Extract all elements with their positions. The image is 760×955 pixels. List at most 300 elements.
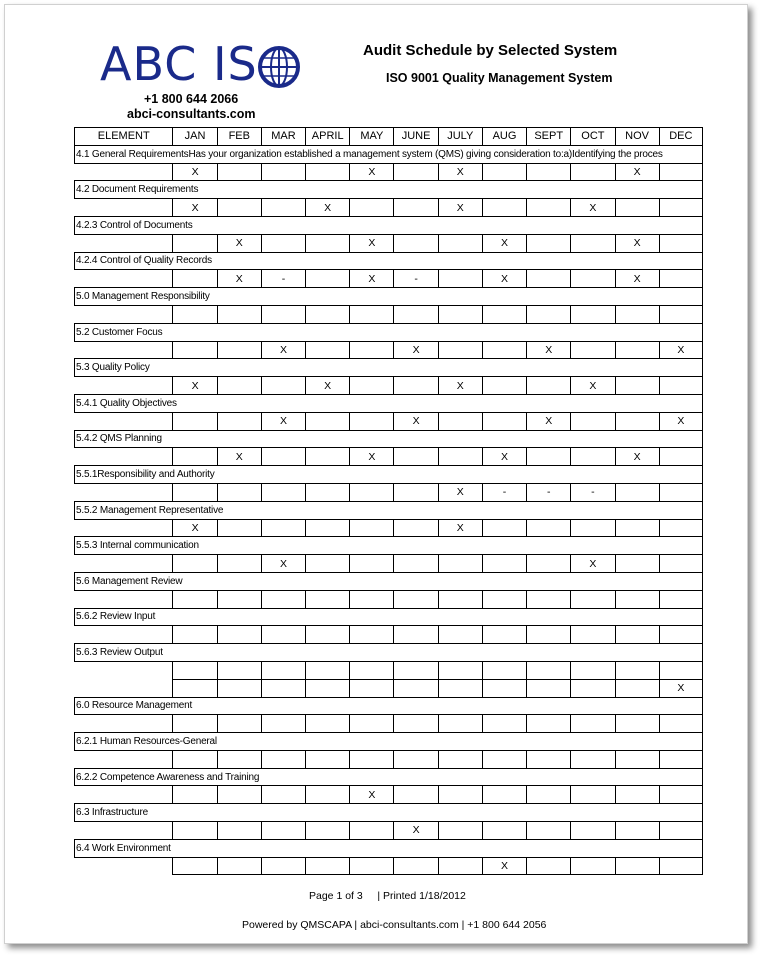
schedule-cell	[394, 163, 438, 181]
schedule-cell	[173, 483, 217, 501]
schedule-cell: X	[482, 270, 526, 288]
section-title: 5.5.2 Management Representative	[75, 501, 703, 519]
element-blank-cell	[75, 822, 173, 840]
schedule-cell	[527, 555, 571, 573]
schedule-cell: X	[571, 555, 615, 573]
schedule-cell	[659, 750, 702, 768]
schedule-cell: -	[571, 483, 615, 501]
schedule-cell	[173, 822, 217, 840]
schedule-cell	[394, 590, 438, 608]
element-blank-cell	[75, 412, 173, 430]
schedule-cell	[571, 786, 615, 804]
schedule-cell: X	[438, 519, 482, 537]
schedule-cell: X	[615, 448, 659, 466]
column-header-element: ELEMENT	[75, 128, 173, 146]
schedule-cell	[173, 715, 217, 733]
section-title-row	[75, 394, 703, 412]
schedule-cell	[482, 199, 526, 217]
section-title-row	[75, 537, 703, 555]
schedule-cell	[217, 626, 261, 644]
schedule-cell	[482, 555, 526, 573]
section-title-row	[75, 501, 703, 519]
element-blank-cell	[75, 377, 173, 395]
schedule-cell	[571, 341, 615, 359]
schedule-cell	[571, 270, 615, 288]
schedule-cell: X	[350, 448, 394, 466]
schedule-cell	[571, 661, 615, 679]
schedule-cell	[350, 626, 394, 644]
schedule-cell	[659, 822, 702, 840]
section-title-row	[75, 216, 703, 234]
section-title: 5.3 Quality Policy	[75, 359, 703, 377]
table-row	[75, 270, 703, 288]
schedule-cell	[306, 750, 350, 768]
table-row	[75, 199, 703, 217]
schedule-cell	[438, 305, 482, 323]
schedule-cell: X	[438, 163, 482, 181]
schedule-cell	[527, 590, 571, 608]
schedule-cell	[217, 199, 261, 217]
schedule-cell: X	[217, 270, 261, 288]
schedule-cell	[217, 857, 261, 875]
schedule-cell	[306, 590, 350, 608]
schedule-cell	[615, 341, 659, 359]
schedule-cell	[527, 626, 571, 644]
section-title-row	[75, 466, 703, 484]
element-blank-cell	[75, 786, 173, 804]
schedule-cell: X	[173, 163, 217, 181]
column-header-april: APRIL	[306, 128, 350, 146]
company-logo	[100, 37, 258, 91]
schedule-cell	[217, 341, 261, 359]
schedule-cell	[173, 555, 217, 573]
element-blank-cell	[75, 305, 173, 323]
schedule-cell: X	[261, 341, 305, 359]
schedule-cell	[571, 448, 615, 466]
column-header-aug: AUG	[482, 128, 526, 146]
schedule-cell	[217, 305, 261, 323]
schedule-cell	[261, 626, 305, 644]
schedule-cell	[394, 786, 438, 804]
schedule-cell	[306, 857, 350, 875]
schedule-cell	[659, 234, 702, 252]
schedule-cell	[482, 750, 526, 768]
schedule-cell	[659, 857, 702, 875]
section-title: 5.6.3 Review Output	[75, 644, 703, 662]
section-title-row	[75, 839, 703, 857]
schedule-cell	[659, 786, 702, 804]
schedule-cell	[394, 377, 438, 395]
section-title-row	[75, 644, 703, 662]
schedule-cell	[306, 483, 350, 501]
schedule-cell	[261, 519, 305, 537]
schedule-cell: -	[482, 483, 526, 501]
schedule-cell	[615, 661, 659, 679]
schedule-cell	[615, 199, 659, 217]
schedule-cell: -	[261, 270, 305, 288]
schedule-cell	[482, 377, 526, 395]
schedule-cell	[438, 679, 482, 697]
schedule-cell	[659, 626, 702, 644]
schedule-cell	[615, 679, 659, 697]
column-header-jan: JAN	[173, 128, 217, 146]
schedule-cell	[527, 857, 571, 875]
section-title-row	[75, 572, 703, 590]
schedule-cell	[527, 715, 571, 733]
column-header-feb: FEB	[217, 128, 261, 146]
schedule-cell	[261, 163, 305, 181]
schedule-cell	[261, 679, 305, 697]
schedule-cell: X	[482, 857, 526, 875]
schedule-cell	[394, 715, 438, 733]
element-blank-cell	[75, 715, 173, 733]
schedule-cell	[217, 786, 261, 804]
schedule-cell	[350, 679, 394, 697]
section-title-row	[75, 733, 703, 751]
schedule-cell	[615, 305, 659, 323]
schedule-cell	[659, 590, 702, 608]
column-header-oct: OCT	[571, 128, 615, 146]
schedule-cell	[571, 857, 615, 875]
section-title: 5.6.2 Review Input	[75, 608, 703, 626]
table-row	[75, 483, 703, 501]
schedule-cell	[527, 822, 571, 840]
section-title: 4.1 General RequirementsHas your organization established a management system (QMS) giving consideration to:a)Identifying the proces	[75, 145, 703, 163]
schedule-cell: X	[306, 199, 350, 217]
schedule-cell	[350, 519, 394, 537]
schedule-cell	[659, 555, 702, 573]
schedule-cell	[615, 519, 659, 537]
schedule-cell	[306, 679, 350, 697]
schedule-cell	[394, 750, 438, 768]
schedule-cell	[659, 519, 702, 537]
schedule-cell	[261, 199, 305, 217]
element-blank-cell	[75, 448, 173, 466]
schedule-cell	[571, 679, 615, 697]
schedule-cell: X	[438, 483, 482, 501]
schedule-cell: X	[261, 555, 305, 573]
powered-by-line: Powered by QMSCAPA | abci-consultants.com | +1 800 644 2056	[242, 919, 547, 931]
schedule-cell	[173, 750, 217, 768]
schedule-cell	[306, 715, 350, 733]
schedule-cell	[571, 715, 615, 733]
schedule-cell	[261, 234, 305, 252]
schedule-cell	[615, 715, 659, 733]
schedule-cell: X	[571, 377, 615, 395]
schedule-cell	[350, 857, 394, 875]
schedule-cell	[615, 857, 659, 875]
schedule-cell: X	[659, 341, 702, 359]
schedule-cell: X	[217, 234, 261, 252]
schedule-cell	[527, 661, 571, 679]
page-subtitle: ISO 9001 Quality Management System	[386, 71, 613, 85]
schedule-cell	[438, 341, 482, 359]
schedule-cell	[261, 661, 305, 679]
schedule-cell	[482, 626, 526, 644]
schedule-cell	[306, 412, 350, 430]
page-title: Audit Schedule by Selected System	[363, 42, 618, 59]
logo-text: ABC IS	[100, 37, 258, 91]
section-title-row	[75, 608, 703, 626]
element-blank-cell	[75, 483, 173, 501]
schedule-cell: X	[173, 519, 217, 537]
column-header-dec: DEC	[659, 128, 702, 146]
company-phone: +1 800 644 2066	[144, 92, 239, 106]
schedule-cell	[571, 626, 615, 644]
schedule-cell	[173, 590, 217, 608]
column-header-sept: SEPT	[527, 128, 571, 146]
schedule-cell	[261, 590, 305, 608]
schedule-cell	[482, 341, 526, 359]
schedule-cell	[438, 234, 482, 252]
section-title: 6.0 Resource Management	[75, 697, 703, 715]
schedule-cell: X	[261, 412, 305, 430]
section-title-row	[75, 288, 703, 306]
schedule-cell	[659, 270, 702, 288]
audit-schedule-table	[74, 127, 703, 875]
schedule-cell	[173, 857, 217, 875]
section-title: 4.2 Document Requirements	[75, 181, 703, 199]
table-row	[75, 519, 703, 537]
schedule-cell: X	[438, 377, 482, 395]
schedule-cell	[615, 750, 659, 768]
schedule-cell	[394, 519, 438, 537]
schedule-cell	[659, 305, 702, 323]
schedule-cell: -	[394, 270, 438, 288]
schedule-cell	[173, 234, 217, 252]
table-row	[75, 377, 703, 395]
section-title: 5.0 Management Responsibility	[75, 288, 703, 306]
schedule-cell	[527, 305, 571, 323]
schedule-cell	[261, 377, 305, 395]
table-header-row	[75, 128, 703, 146]
schedule-cell	[306, 519, 350, 537]
schedule-cell	[527, 199, 571, 217]
schedule-cell	[350, 555, 394, 573]
schedule-cell: X	[350, 270, 394, 288]
section-title: 5.2 Customer Focus	[75, 323, 703, 341]
schedule-cell	[527, 448, 571, 466]
schedule-cell	[217, 519, 261, 537]
section-title-row	[75, 697, 703, 715]
schedule-cell	[394, 679, 438, 697]
schedule-cell	[306, 163, 350, 181]
schedule-cell	[615, 377, 659, 395]
schedule-cell	[438, 626, 482, 644]
table-row	[75, 750, 703, 768]
schedule-cell	[217, 377, 261, 395]
schedule-cell	[261, 305, 305, 323]
schedule-cell	[659, 448, 702, 466]
table-row	[75, 305, 703, 323]
element-blank-cell	[75, 590, 173, 608]
schedule-cell	[438, 448, 482, 466]
table-row	[75, 822, 703, 840]
schedule-cell	[527, 234, 571, 252]
schedule-cell	[527, 377, 571, 395]
schedule-cell	[482, 822, 526, 840]
schedule-cell	[615, 555, 659, 573]
schedule-cell: X	[615, 234, 659, 252]
schedule-cell: X	[173, 199, 217, 217]
section-title: 5.4.2 QMS Planning	[75, 430, 703, 448]
schedule-cell	[571, 822, 615, 840]
schedule-cell	[217, 715, 261, 733]
element-blank-cell	[75, 341, 173, 359]
schedule-cell	[659, 483, 702, 501]
schedule-cell	[306, 626, 350, 644]
schedule-cell	[306, 661, 350, 679]
schedule-cell	[482, 163, 526, 181]
schedule-cell	[527, 163, 571, 181]
schedule-cell	[261, 448, 305, 466]
schedule-cell	[394, 199, 438, 217]
schedule-cell: X	[659, 412, 702, 430]
schedule-cell	[306, 305, 350, 323]
section-title: 4.2.4 Control of Quality Records	[75, 252, 703, 270]
schedule-cell	[350, 341, 394, 359]
schedule-cell	[350, 377, 394, 395]
schedule-cell	[217, 750, 261, 768]
section-title: 6.4 Work Environment	[75, 839, 703, 857]
schedule-cell	[350, 661, 394, 679]
schedule-cell	[350, 750, 394, 768]
schedule-cell	[217, 163, 261, 181]
section-title: 6.2.2 Competence Awareness and Training	[75, 768, 703, 786]
schedule-cell	[527, 679, 571, 697]
schedule-cell	[571, 412, 615, 430]
element-blank-cell	[75, 857, 173, 875]
schedule-cell	[482, 715, 526, 733]
schedule-cell	[482, 519, 526, 537]
schedule-cell	[306, 822, 350, 840]
section-title: 6.2.1 Human Resources-General	[75, 733, 703, 751]
schedule-cell	[659, 199, 702, 217]
schedule-cell	[173, 305, 217, 323]
schedule-cell	[394, 626, 438, 644]
schedule-cell	[615, 786, 659, 804]
page-number: Page 1 of 3	[309, 890, 363, 902]
table-row	[75, 448, 703, 466]
schedule-cell	[217, 412, 261, 430]
schedule-cell	[394, 234, 438, 252]
schedule-cell: X	[306, 377, 350, 395]
schedule-cell	[615, 590, 659, 608]
schedule-cell	[261, 750, 305, 768]
section-title: 5.4.1 Quality Objectives	[75, 394, 703, 412]
schedule-cell	[438, 857, 482, 875]
element-blank-cell	[75, 270, 173, 288]
schedule-cell	[482, 786, 526, 804]
printed-date: | Printed 1/18/2012	[377, 890, 466, 902]
schedule-cell	[615, 412, 659, 430]
element-blank-cell	[75, 661, 173, 679]
column-header-july: JULY	[438, 128, 482, 146]
section-title: 5.5.3 Internal communication	[75, 537, 703, 555]
schedule-cell: X	[482, 448, 526, 466]
schedule-cell	[173, 448, 217, 466]
schedule-cell	[571, 519, 615, 537]
page-footer	[309, 890, 466, 902]
schedule-cell	[261, 786, 305, 804]
section-title-row	[75, 252, 703, 270]
globe-icon	[257, 45, 301, 89]
section-title: 6.3 Infrastructure	[75, 804, 703, 822]
schedule-cell	[217, 679, 261, 697]
schedule-cell	[394, 661, 438, 679]
column-header-mar: MAR	[261, 128, 305, 146]
section-title: 5.5.1Responsibility and Authority	[75, 466, 703, 484]
section-title-row	[75, 768, 703, 786]
schedule-cell: X	[350, 234, 394, 252]
document-page	[4, 4, 748, 944]
element-blank-cell	[75, 679, 173, 697]
schedule-cell	[659, 163, 702, 181]
table-row	[75, 590, 703, 608]
section-title-row	[75, 430, 703, 448]
schedule-cell	[173, 661, 217, 679]
schedule-cell	[350, 715, 394, 733]
schedule-cell	[482, 305, 526, 323]
table-row	[75, 715, 703, 733]
company-website: abci-consultants.com	[127, 107, 256, 121]
schedule-cell	[261, 715, 305, 733]
schedule-cell	[438, 590, 482, 608]
schedule-cell	[659, 377, 702, 395]
schedule-cell: X	[615, 270, 659, 288]
schedule-cell	[659, 661, 702, 679]
schedule-cell	[261, 857, 305, 875]
schedule-cell	[173, 679, 217, 697]
schedule-cell	[306, 270, 350, 288]
schedule-cell: X	[527, 341, 571, 359]
schedule-cell	[394, 483, 438, 501]
schedule-cell	[571, 590, 615, 608]
schedule-cell	[350, 199, 394, 217]
element-blank-cell	[75, 234, 173, 252]
schedule-cell	[438, 715, 482, 733]
schedule-cell	[438, 786, 482, 804]
schedule-cell	[482, 412, 526, 430]
schedule-cell	[438, 555, 482, 573]
schedule-cell: X	[482, 234, 526, 252]
schedule-cell	[350, 822, 394, 840]
schedule-cell: X	[173, 377, 217, 395]
schedule-cell	[394, 305, 438, 323]
schedule-cell	[350, 305, 394, 323]
schedule-cell	[306, 786, 350, 804]
schedule-cell	[394, 857, 438, 875]
schedule-cell	[306, 555, 350, 573]
table-row	[75, 679, 703, 697]
schedule-cell	[217, 822, 261, 840]
schedule-cell	[350, 412, 394, 430]
schedule-cell: X	[571, 199, 615, 217]
schedule-cell	[571, 234, 615, 252]
schedule-cell: X	[350, 786, 394, 804]
schedule-cell: X	[394, 341, 438, 359]
schedule-cell	[217, 555, 261, 573]
schedule-cell	[527, 786, 571, 804]
column-header-nov: NOV	[615, 128, 659, 146]
schedule-cell	[482, 590, 526, 608]
element-blank-cell	[75, 750, 173, 768]
table-row	[75, 234, 703, 252]
schedule-cell	[350, 590, 394, 608]
element-blank-cell	[75, 555, 173, 573]
schedule-cell: -	[527, 483, 571, 501]
section-title-row	[75, 181, 703, 199]
